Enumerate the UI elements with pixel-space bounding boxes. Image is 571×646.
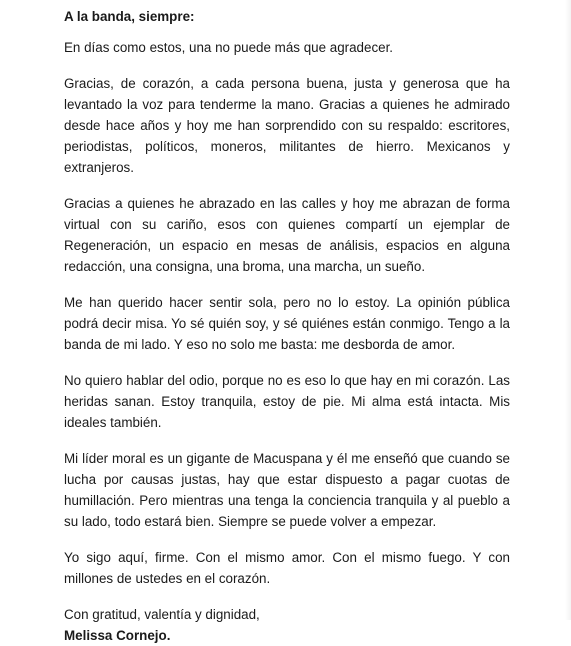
paragraph-still-here: Yo sigo aquí, firme. Con el mismo amor. Con el mismo fuego. Y con millones de ustedes en el corazón. — [64, 550, 510, 586]
paragraph-thanks-intro: En días como estos, una no puede más que agradecer. — [64, 40, 394, 55]
letter-signature: Melissa Cornejo. — [64, 628, 171, 643]
page-edge-shadow — [565, 0, 571, 620]
letter-closing: Con gratitud, valentía y dignidad, — [64, 607, 260, 622]
letter-body — [64, 6, 510, 646]
paragraph-no-hate: No quiero hablar del odio, porque no es eso lo que hay en mi corazón. Las heridas sanan. Estoy tranquila, estoy de pie. Mi alma está intacta. Mis ideales también. — [64, 373, 510, 430]
paragraph-moral-leader: Mi líder moral es un gigante de Macuspana y él me enseñó que cuando se lucha por causas justas, hay que estar dispuesto a pagar cuotas de humillación. Pero mientras una tenga la conciencia tranquila y al pueblo a su lado, todo estará bien. Siempre se puede volver a empezar. — [64, 451, 510, 529]
paragraph-thanks-companions: Gracias a quienes he abrazado en las calles y hoy me abrazan de forma virtual con su cariño, esos con quienes compartí un ejemplar de Regeneración, un espacio en mesas de análisis, espacios en alguna redacción, una consigna, una broma, una marcha, un sueño. — [64, 196, 510, 274]
paragraph-not-alone: Me han querido hacer sentir sola, pero no lo estoy. La opinión pública podrá decir misa. Yo sé quién soy, y sé quiénes están conmigo. Tengo a la banda de mi lado. Y eso no solo me basta: me desborda de amor. — [64, 295, 510, 352]
paragraph-thanks-supporters: Gracias, de corazón, a cada persona buena, justa y generosa que ha levantado la voz para tenderme la mano. Gracias a quienes he admirado desde hace años y hoy me han sorprendido con su respaldo: escritores, periodistas, políticos, moneros, militantes de hierro. Mexicanos y extranjeros. — [64, 76, 510, 175]
letter-salutation: A la banda, siempre: — [64, 9, 195, 24]
